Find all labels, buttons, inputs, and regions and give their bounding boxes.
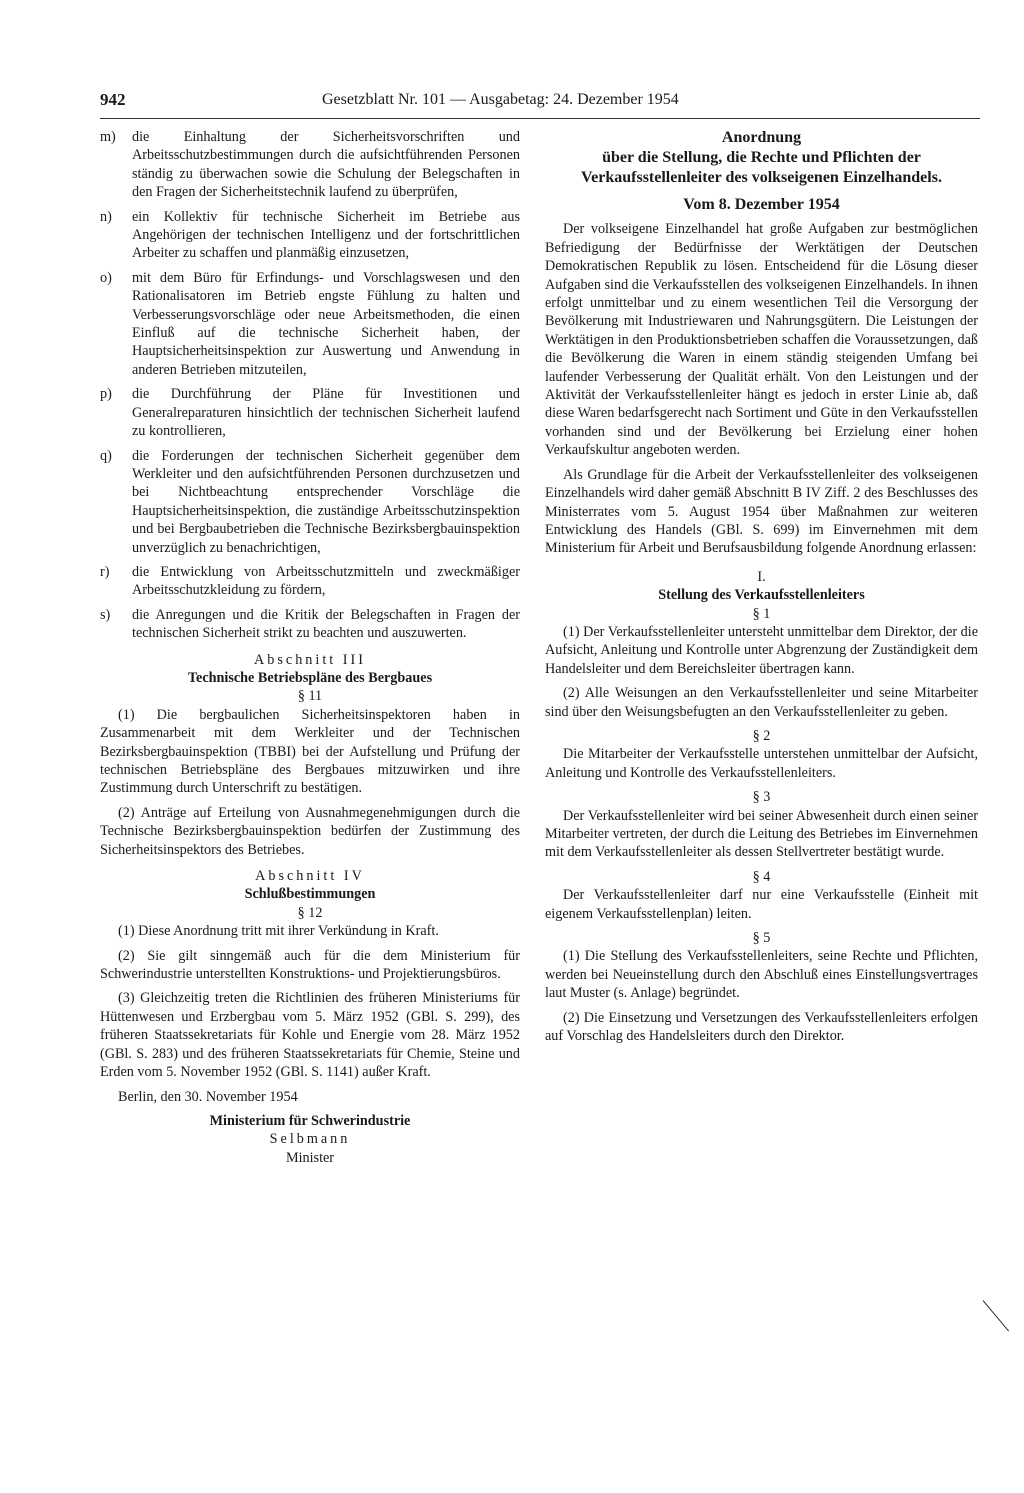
- list-item: [100, 447, 520, 557]
- margin-pencil-mark: [983, 1300, 1009, 1331]
- ordinance-title: Anordnung: [721, 129, 802, 146]
- ordinance-subtitle: über die Stellung, die Rechte und Pflichten der Verkaufsstellenleiter des volkseigenen Einzelhandels.: [581, 149, 942, 186]
- item-label: m): [100, 129, 116, 145]
- item-text: die Einhaltung der Sicherheitsvorschriften und Arbeitsschutzbestimmungen durch die aufsichtführenden Personen ständig zu überwachen sowie die Schulung der Belegschaften in den Fragen der Sicherheitstechnik laufend zu überprüfen,: [132, 129, 520, 201]
- header-rule: [100, 118, 980, 119]
- list-item: [100, 128, 520, 202]
- item-text: die Anregungen und die Kritik der Belegschaften in Fragen der technischen Sicherheit strikt zu beachten und auszuwerten.: [132, 606, 520, 642]
- paragraph-number: § 1: [752, 605, 771, 622]
- running-header: Gesetzblatt Nr. 101 — Ausgabetag: 24. Dezember 1954: [322, 91, 679, 108]
- item-label: n): [100, 208, 112, 225]
- paragraph-text: (2) Sie gilt sinngemäß auch für die dem Ministerium für Schwerindustrie unterstellten Konstruktions- und Projektierungsbüros.: [100, 947, 520, 983]
- ministry-name: Ministerium für Schwerindustrie: [209, 1112, 411, 1129]
- paragraph-number: § 11: [297, 688, 323, 705]
- list-item: [100, 606, 520, 643]
- signer-name: Selbmann: [269, 1131, 351, 1148]
- section-label: I.: [757, 568, 766, 585]
- paragraph-number: § 5: [752, 930, 771, 947]
- list-item: [100, 208, 520, 263]
- left-column: [100, 128, 520, 1167]
- section-label: Abschnitt III: [254, 651, 366, 668]
- paragraph-text: Der Verkaufsstellenleiter darf nur eine Verkaufsstelle (Einheit mit eigenem Verkaufsstellenplan) leiten.: [545, 887, 978, 922]
- paragraph-text: Die Mitarbeiter der Verkaufsstelle unterstehen unmittelbar der Aufsicht, Anleitung und Kontrolle des Verkaufsstellenleiters.: [545, 746, 978, 781]
- preamble-text: Als Grundlage für die Arbeit der Verkaufsstellenleiter des volkseigenen Einzelhandels wird daher gemäß Abschnitt B IV Ziff. 2 des Beschlusses des Ministerrates vom 5. August 1954 über Maßnahmen zur weiteren Entwicklung des Handels (GBl. S. 699) im Einvernehmen mit dem Ministerium für Arbeit und Berufsausbildung folgende Anordnung erlassen:: [545, 466, 978, 557]
- paragraph-text: (1) Die Stellung des Verkaufsstellenleiters, seine Rechte und Pflichten, werden bei Neueinstellung durch den Abschluß eines Einstellungsvertrages laut Muster (s. Anlage) begründet.: [545, 948, 978, 1002]
- right-column: [545, 128, 978, 1051]
- paragraph-text: (2) Alle Weisungen an den Verkaufsstellenleiter und seine Mitarbeiter sind über den Weisungsbefugten an den Verkaufsstellenleiter zu geben.: [545, 685, 978, 720]
- item-text: ein Kollektiv für technische Sicherheit im Betriebe aus Angehörigen der technischen Intelligenz und der fortschrittlichen Arbeiter zu schaffen und planmäßig einzusetzen,: [132, 208, 520, 262]
- section-title: Stellung des Verkaufsstellenleiters: [658, 587, 865, 604]
- paragraph-number: § 4: [752, 868, 771, 885]
- page-number: 942: [100, 90, 126, 109]
- list-item: [100, 269, 520, 379]
- paragraph-number: § 2: [752, 727, 771, 744]
- item-label: o): [100, 269, 112, 286]
- preamble-text: Der volkseigene Einzelhandel hat große Aufgaben zur bestmöglichen Befriedigung der Bedürfnisse der Werktätigen der Deutschen Demokratischen Republik zu lösen. Entscheidend für die Lösung dieser Aufgaben sind die Verkaufsstellen des volkseigenen Einzelhandels. In ihnen erfolgt unmittelbar und zu einem wesentlichen Teil die Versorgung der Bevölkerung mit Industriewaren und Nahrungsgütern. Die Leistungen der Werktätigen in den Produktionsbetrieben schaffen die Voraussetzungen, daß die Bevölkerung die Waren in einem ständig steigenden Umfang bei laufender Verbesserung der Qualität erhält. Von den Leistungen und der Aktivität der Verkaufsstellenleiter hängt es jedoch in erster Linie ab, daß diese Waren bedarfsgerecht nach Sortiment und Güte in den Verkaufsstellen vorhanden sind und der Bevölkerung bei Erzielung einer hohen Verkaufskultur angeboten werden.: [545, 221, 978, 459]
- place-date: Berlin, den 30. November 1954: [118, 1088, 298, 1105]
- paragraph-text: (1) Diese Anordnung tritt mit ihrer Verkündung in Kraft.: [118, 923, 439, 940]
- signer-title: Minister: [285, 1149, 335, 1166]
- item-text: die Entwicklung von Arbeitsschutzmitteln und zweckmäßiger Arbeitsschutzkleidung zu fördern,: [132, 563, 520, 599]
- paragraph-text: (1) Der Verkaufsstellenleiter untersteht unmittelbar dem Direktor, der die Aufsicht, Anleitung und Kontrolle unter Abgrenzung der Zuständigkeit dem Handelsleiter und dem Bereichsleiter übertragen kann.: [545, 623, 978, 677]
- paragraph-text: (2) Anträge auf Erteilung von Ausnahmegenehmigungen durch die Technische Bezirksbergbauinspektion bedürfen der Zustimmung des Sicherheitsinspektors des Betriebes.: [100, 804, 520, 858]
- paragraph-number: § 3: [752, 789, 771, 806]
- list-item: [100, 385, 520, 440]
- item-label: q): [100, 447, 112, 464]
- item-text: die Durchführung der Pläne für Investitionen und Generalreparaturen hinsichtlich der technischen Sicherheit laufend zu kontrollieren,: [132, 386, 520, 440]
- item-label: s): [100, 606, 111, 623]
- paragraph-text: (1) Die bergbaulichen Sicherheitsinspektoren haben in Zusammenarbeit mit dem Werkleiter und der Technischen Bezirksbergbauinspektion (TBBI) bei der Aufstellung und Prüfung der technischen Betriebspläne des Bergbaues mitzuwirken und ihre Zustimmung durch Unterschrift zu bestätigen.: [100, 706, 520, 797]
- section-title: Technische Betriebspläne des Bergbaues: [187, 669, 433, 686]
- item-text: mit dem Büro für Erfindungs- und Vorschlagswesen und den Rationalisatoren im Betrieb engste Fühlung zu halten und Verbesserungsvorschläge oder neue Arbeitsmethoden, die einen Einfluß auf die technische Sicherheit haben, der Hauptsicherheitsinspektion zur Auswertung und Anwendung in anderen Betrieben mitzuteilen,: [132, 269, 520, 378]
- paragraph-text: (2) Die Einsetzung und Versetzungen des Verkaufsstellenleiters erfolgen auf Vorschlag des Handelsleiters durch den Direktor.: [545, 1009, 978, 1045]
- list-item: [100, 563, 520, 600]
- item-text: die Forderungen der technischen Sicherheit gegenüber dem Werkleiter und den aufsichtführenden Personen durchzusetzen und bei Nichtbeachtung entsprechender Vorschläge die Hauptsicherheitsinspektion, die zuständige Arbeitsschutzinspektion und bei Bergbaubetrieben die Technische Bezirksbergbauinspektion unverzüglich zu benachrichtigen,: [132, 447, 520, 556]
- item-label: r): [100, 563, 110, 580]
- paragraph-text: Der Verkaufsstellenleiter wird bei seiner Abwesenheit durch einen seiner Mitarbeiter vertreten, der durch die Leitung des Betriebes im Einvernehmen mit dem Verkaufsstellenleiter als dessen Stellvertreter bestätigt wurde.: [545, 807, 978, 861]
- paragraph-text: (3) Gleichzeitig treten die Richtlinien des früheren Ministeriums für Hüttenwesen und Erzbergbau vom 5. März 1952 (GBl. S. 299), des früheren Staatssekretariats für Kohle und Energie vom 28. März 1952 (GBl. S. 283) und des früheren Staatssekretariats für Chemie, Steine und Erden vom 5. November 1952 (GBl. S. 1141) außer Kraft.: [100, 990, 520, 1081]
- section-title: Schlußbestimmungen: [244, 886, 376, 903]
- ordinance-date: Vom 8. Dezember 1954: [683, 196, 840, 213]
- item-label: p): [100, 386, 112, 403]
- section-label: Abschnitt IV: [255, 868, 365, 885]
- paragraph-number: § 12: [297, 904, 323, 921]
